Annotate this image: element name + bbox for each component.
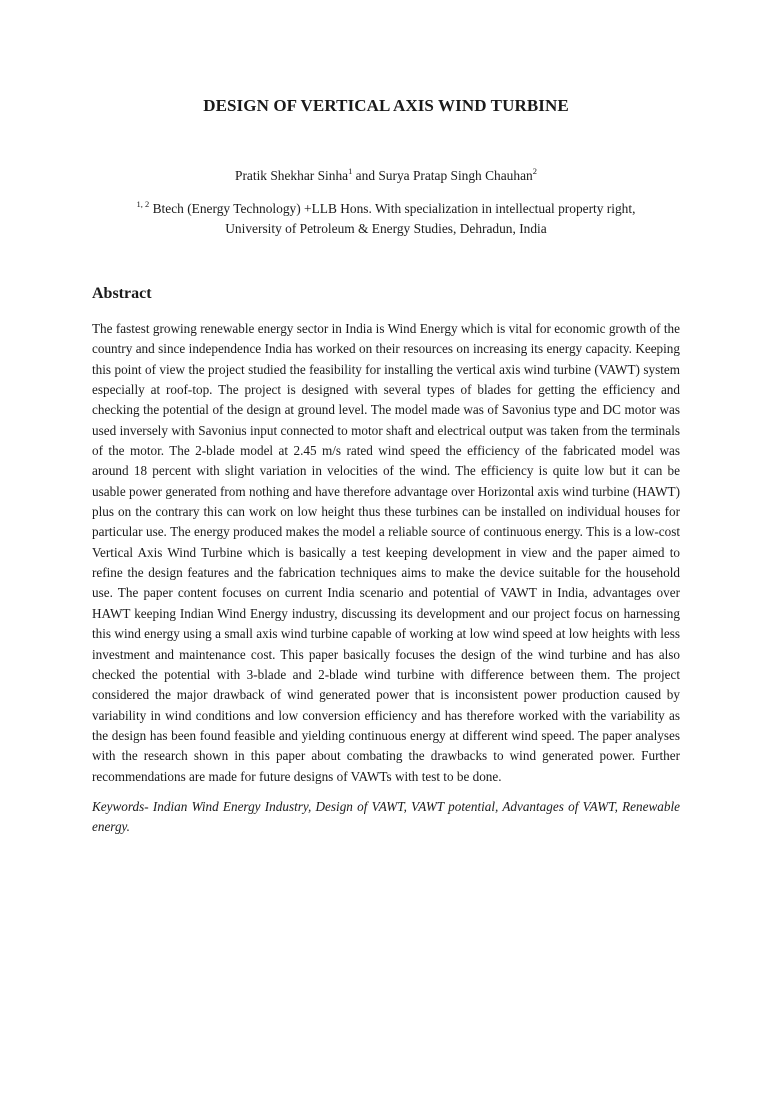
author-2-name: Surya Pratap Singh Chauhan (378, 168, 533, 183)
abstract-heading: Abstract (92, 285, 152, 302)
author-joiner: and (352, 168, 379, 183)
author-1-name: Pratik Shekhar Sinha (235, 168, 349, 183)
paper-title: DESIGN OF VERTICAL AXIS WIND TURBINE (203, 96, 569, 115)
author-2-superscript: 2 (532, 166, 537, 176)
affiliation-line-2: University of Petroleum & Energy Studies, Dehradun, India (225, 221, 547, 236)
author-line (92, 168, 680, 184)
affiliation-superscript: 1, 2 (136, 199, 150, 209)
keywords-line: Keywords- Indian Wind Energy Industry, Design of VAWT, VAWT potential, Advantages of VAWT, Renewable energy. (92, 798, 680, 835)
affiliation (92, 199, 680, 239)
author-1-superscript: 1 (348, 166, 353, 176)
abstract-paragraph: The fastest growing renewable energy sector in India is Wind Energy which is vital for economic growth of the country and since independence India has worked on their resources on increasing its energy capacity. Keeping this point of view the project studied the feasibility for installing the vertical axis wind turbine (VAWT) system especially at roof-top. The project is designed with several types of blades for getting the efficiency and checking the potential of the design at ground level. The model made was of Savonius type and DC motor was used inversely with Savonius input connected to motor shaft and electrical output was taken from the terminals of the motor. The 2-blade model at 2.45 m/s rated wind speed the efficiency of the fabricated model was around 18 percent with slight variation in velocities of the wind. The efficiency is quite low but it can be usable power generated from nothing and have therefore advantage over Horizontal axis wind turbine (HAWT) plus on the contrary this can work on low height thus these turbines can be installed on individual houses for particular use. The energy produced makes the model a reliable source of continuous energy. This is a low-cost Vertical Axis Wind Turbine which is basically a test keeping development in view and the paper aimed to refine the design features and the fabrication techniques aims to make the device suitable for the household use. The paper content focuses on current India scenario and potential of VAWT in India, advantages over HAWT keeping Indian Wind Energy industry, discussing its development and our project focus on harnessing this wind energy using a small axis wind turbine capable of working at low wind speed at low heights with less investment and maintenance cost. This paper basically focuses the design of the wind turbine and has also checked the potential with 3-blade and 2-blade wind turbine with difference between them. The project considered the major drawback of wind generated power that is inconsistent power production caused by variability in wind conditions and low conversion efficiency and has therefore worked with the variability as the design has been found feasible and yielding continuous energy at different wind speed. The paper analyses with the research shown in this paper about combating the drawbacks to wind generated power. Further recommendations are made for future designs of VAWTs with test to be done. (92, 321, 680, 784)
paper-page (0, 96, 768, 1120)
affiliation-line-1: Btech (Energy Technology) +LLB Hons. With specialization in intellectual property right, (149, 201, 636, 216)
